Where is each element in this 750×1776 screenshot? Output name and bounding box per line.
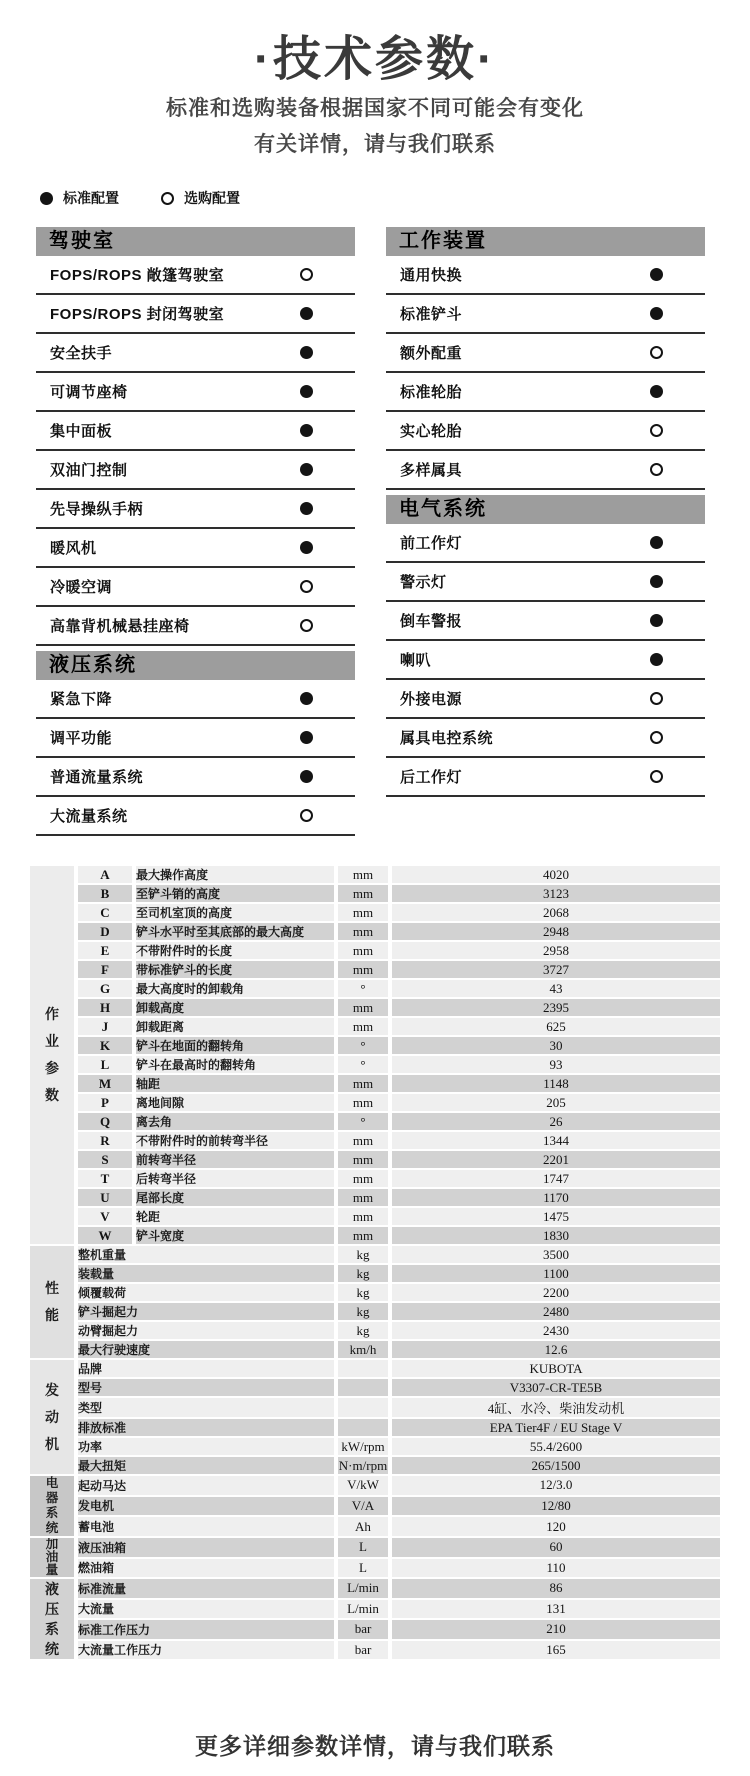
row-key: S (78, 1151, 136, 1170)
spec-row (30, 1600, 720, 1621)
optional-config-dot-icon (161, 192, 174, 205)
row-value: 43 (392, 980, 720, 999)
feature-label: 冷暖空调 (50, 579, 113, 596)
row-label: 最大扭矩 (78, 1457, 338, 1476)
group-label: 发 动 机 (30, 1360, 78, 1476)
feature-label: 后工作灯 (400, 769, 463, 786)
spec-row (30, 1265, 720, 1284)
feature-label: 外接电源 (400, 691, 463, 708)
row-value: 2958 (392, 942, 720, 961)
feature-row (386, 524, 705, 563)
row-label: 倾覆载荷 (78, 1284, 338, 1303)
row-label: 排放标准 (78, 1419, 338, 1438)
row-unit: Ah (338, 1517, 392, 1538)
feature-row (36, 295, 355, 334)
row-key: H (78, 999, 136, 1018)
spec-row (30, 1037, 720, 1056)
row-key: B (78, 885, 136, 904)
row-unit (338, 1419, 392, 1438)
row-unit: mm (338, 1170, 392, 1189)
feature-label: 暖风机 (50, 540, 97, 557)
row-label: 轮距 (136, 1208, 338, 1227)
feature-label: 标准轮胎 (400, 384, 463, 401)
row-unit: mm (338, 999, 392, 1018)
row-value: 210 (392, 1620, 720, 1641)
row-label: 大流量工作压力 (78, 1641, 338, 1662)
feature-section (386, 227, 705, 490)
feature-row (386, 256, 705, 295)
row-unit: mm (338, 961, 392, 980)
row-label: 后转弯半径 (136, 1170, 338, 1189)
row-label: 不带附件时的前转弯半径 (136, 1132, 338, 1151)
spec-row (30, 1227, 720, 1246)
row-unit: kg (338, 1246, 392, 1265)
row-label: 起动马达 (78, 1476, 338, 1497)
spec-row (30, 1284, 720, 1303)
feature-label: 多样属具 (400, 462, 463, 479)
standard-dot-icon (300, 770, 313, 783)
group-label: 加 油 量 (30, 1538, 78, 1579)
row-key: P (78, 1094, 136, 1113)
spec-row (30, 1189, 720, 1208)
row-key: L (78, 1056, 136, 1075)
feature-row (36, 490, 355, 529)
feature-label: 额外配重 (400, 345, 463, 362)
row-label: 装载量 (78, 1265, 338, 1284)
row-unit: kg (338, 1303, 392, 1322)
row-value: 2948 (392, 923, 720, 942)
row-unit: L (338, 1538, 392, 1559)
row-key: T (78, 1170, 136, 1189)
row-label: 轴距 (136, 1075, 338, 1094)
row-unit: ° (338, 980, 392, 999)
feature-label: 可调节座椅 (50, 384, 128, 401)
spec-row (30, 942, 720, 961)
row-unit: ° (338, 1037, 392, 1056)
feature-label: 标准铲斗 (400, 306, 463, 323)
row-label: 标准工作压力 (78, 1620, 338, 1641)
feature-row (386, 295, 705, 334)
row-label: 液压油箱 (78, 1538, 338, 1559)
feature-label: 大流量系统 (50, 808, 128, 825)
spec-row (30, 1018, 720, 1037)
row-value: 1475 (392, 1208, 720, 1227)
spec-row (30, 1208, 720, 1227)
row-value: 2200 (392, 1284, 720, 1303)
row-label: 离去角 (136, 1113, 338, 1132)
row-label: 铲斗在最高时的翻转角 (136, 1056, 338, 1075)
row-value: 120 (392, 1517, 720, 1538)
spec-row (30, 1303, 720, 1322)
row-value: 60 (392, 1538, 720, 1559)
row-key: K (78, 1037, 136, 1056)
row-value: 26 (392, 1113, 720, 1132)
optional-dot-icon (650, 770, 663, 783)
row-unit: mm (338, 904, 392, 923)
row-unit: L/min (338, 1579, 392, 1600)
feature-label: 警示灯 (400, 574, 447, 591)
group-label: 性 能 (30, 1246, 78, 1360)
row-key: G (78, 980, 136, 999)
feature-row (386, 373, 705, 412)
spec-row (30, 1360, 720, 1379)
feature-label: 前工作灯 (400, 535, 463, 552)
spec-row (30, 1170, 720, 1189)
page-title: ·技术参数· (254, 33, 496, 86)
standard-dot-icon (300, 463, 313, 476)
row-unit: mm (338, 1075, 392, 1094)
row-label: 卸载高度 (136, 999, 338, 1018)
spec-row (30, 1538, 720, 1559)
standard-dot-icon (650, 575, 663, 588)
standard-dot-icon (300, 731, 313, 744)
row-value: 55.4/2600 (392, 1438, 720, 1457)
row-unit: mm (338, 1094, 392, 1113)
spec-row (30, 1457, 720, 1476)
row-unit: kW/rpm (338, 1438, 392, 1457)
spec-row (30, 1341, 720, 1360)
feature-section (36, 651, 355, 836)
row-label: 卸载距离 (136, 1018, 338, 1037)
optional-dot-icon (300, 580, 313, 593)
row-value: 205 (392, 1094, 720, 1113)
feature-row (36, 680, 355, 719)
row-value: 12.6 (392, 1341, 720, 1360)
spec-row (30, 1094, 720, 1113)
row-value: 1830 (392, 1227, 720, 1246)
row-key: R (78, 1132, 136, 1151)
row-label: 带标准铲斗的长度 (136, 961, 338, 980)
row-unit: ° (338, 1056, 392, 1075)
spec-table (30, 866, 720, 1661)
row-label: 整机重量 (78, 1246, 338, 1265)
standard-dot-icon (300, 424, 313, 437)
row-label: 大流量 (78, 1600, 338, 1621)
row-key: V (78, 1208, 136, 1227)
footer-note: 更多详细参数详情，请与我们联系 (195, 1733, 555, 1759)
row-value: KUBOTA (392, 1360, 720, 1379)
row-label: 不带附件时的长度 (136, 942, 338, 961)
row-unit: V/A (338, 1497, 392, 1518)
row-value: 12/80 (392, 1497, 720, 1518)
row-label: 类型 (78, 1398, 338, 1419)
row-value: 3123 (392, 885, 720, 904)
row-unit: V/kW (338, 1476, 392, 1497)
spec-row (30, 1476, 720, 1497)
row-label: 尾部长度 (136, 1189, 338, 1208)
optional-dot-icon (650, 463, 663, 476)
row-label: 功率 (78, 1438, 338, 1457)
row-label: 铲斗在地面的翻转角 (136, 1037, 338, 1056)
row-unit: mm (338, 1208, 392, 1227)
spec-row (30, 1075, 720, 1094)
row-unit: mm (338, 1018, 392, 1037)
feature-row (36, 758, 355, 797)
row-value: 2201 (392, 1151, 720, 1170)
group-label: 电 器 系 统 (30, 1476, 78, 1538)
row-label: 离地间隙 (136, 1094, 338, 1113)
subtitle-line-2: 有关详情，请与我们联系 (254, 133, 496, 156)
standard-dot-icon (650, 536, 663, 549)
row-unit (338, 1379, 392, 1398)
feature-row (386, 641, 705, 680)
row-unit: mm (338, 923, 392, 942)
spec-row (30, 1379, 720, 1398)
spec-row (30, 999, 720, 1018)
row-value: EPA Tier4F / EU Stage V (392, 1419, 720, 1438)
row-value: 93 (392, 1056, 720, 1075)
spec-row (30, 1559, 720, 1580)
spec-row (30, 1641, 720, 1662)
row-value: 2480 (392, 1303, 720, 1322)
feature-row (36, 568, 355, 607)
section-header: 液压系统 (36, 651, 355, 680)
spec-row (30, 980, 720, 999)
row-value: 12/3.0 (392, 1476, 720, 1497)
row-key: M (78, 1075, 136, 1094)
group-label: 作 业 参 数 (30, 866, 78, 1246)
row-key: F (78, 961, 136, 980)
spec-row (30, 1113, 720, 1132)
row-unit: mm (338, 1227, 392, 1246)
feature-row (36, 529, 355, 568)
row-value: 1148 (392, 1075, 720, 1094)
feature-row (386, 602, 705, 641)
standard-dot-icon (650, 268, 663, 281)
row-value: 2395 (392, 999, 720, 1018)
row-value: 3500 (392, 1246, 720, 1265)
row-unit: mm (338, 1132, 392, 1151)
standard-config-dot-icon (40, 192, 53, 205)
row-label: 动臂掘起力 (78, 1322, 338, 1341)
feature-row (386, 451, 705, 490)
row-value: V3307-CR-TE5B (392, 1379, 720, 1398)
row-label: 铲斗水平时至其底部的最大高度 (136, 923, 338, 942)
feature-label: 高靠背机械悬挂座椅 (50, 618, 190, 635)
row-value: 1100 (392, 1265, 720, 1284)
spec-row (30, 961, 720, 980)
feature-label: 实心轮胎 (400, 423, 463, 440)
optional-dot-icon (300, 809, 313, 822)
feature-row (386, 758, 705, 797)
row-unit: kg (338, 1284, 392, 1303)
row-value: 110 (392, 1559, 720, 1580)
row-label: 铲斗掘起力 (78, 1303, 338, 1322)
spec-row (30, 1438, 720, 1457)
feature-section (386, 495, 705, 797)
legend-optional-label: 选购配置 (184, 190, 240, 206)
standard-dot-icon (650, 614, 663, 627)
standard-dot-icon (300, 307, 313, 320)
row-key: U (78, 1189, 136, 1208)
row-unit: kg (338, 1322, 392, 1341)
spec-row (30, 1620, 720, 1641)
row-label: 发电机 (78, 1497, 338, 1518)
standard-dot-icon (300, 346, 313, 359)
row-unit (338, 1360, 392, 1379)
row-unit: bar (338, 1641, 392, 1662)
feature-label: 先导操纵手柄 (50, 501, 144, 518)
row-key: C (78, 904, 136, 923)
spec-row (30, 1151, 720, 1170)
feature-row (36, 373, 355, 412)
row-label: 最大高度时的卸载角 (136, 980, 338, 999)
row-key: D (78, 923, 136, 942)
row-unit: mm (338, 1151, 392, 1170)
row-value: 86 (392, 1579, 720, 1600)
spec-row (30, 1132, 720, 1151)
row-value: 2430 (392, 1322, 720, 1341)
row-label: 标准流量 (78, 1579, 338, 1600)
row-value: 265/1500 (392, 1457, 720, 1476)
optional-dot-icon (650, 346, 663, 359)
feature-row (386, 563, 705, 602)
row-label: 型号 (78, 1379, 338, 1398)
standard-dot-icon (650, 307, 663, 320)
feature-label: 喇叭 (400, 652, 432, 669)
row-unit: mm (338, 885, 392, 904)
section-header: 工作装置 (386, 227, 705, 256)
section-header: 驾驶室 (36, 227, 355, 256)
row-value: 165 (392, 1641, 720, 1662)
optional-dot-icon (650, 692, 663, 705)
row-unit: mm (338, 866, 392, 885)
subtitle-line-1: 标准和选购装备根据国家不同可能会有变化 (166, 97, 584, 120)
row-value: 625 (392, 1018, 720, 1037)
standard-dot-icon (300, 692, 313, 705)
row-value: 3727 (392, 961, 720, 980)
feature-row (36, 607, 355, 646)
row-unit: mm (338, 1189, 392, 1208)
standard-dot-icon (300, 541, 313, 554)
row-label: 至铲斗销的高度 (136, 885, 338, 904)
spec-row (30, 1398, 720, 1419)
row-key: W (78, 1227, 136, 1246)
spec-row (30, 1056, 720, 1075)
feature-label: FOPS/ROPS 封闭驾驶室 (50, 306, 225, 323)
row-value: 4缸、水冷、柴油发动机 (392, 1398, 720, 1419)
row-unit (338, 1398, 392, 1419)
feature-row (36, 451, 355, 490)
row-unit: km/h (338, 1341, 392, 1360)
row-unit: mm (338, 942, 392, 961)
standard-dot-icon (650, 653, 663, 666)
spec-row (30, 904, 720, 923)
row-value: 131 (392, 1600, 720, 1621)
row-value: 1747 (392, 1170, 720, 1189)
feature-row (386, 680, 705, 719)
feature-row (386, 719, 705, 758)
row-value: 2068 (392, 904, 720, 923)
feature-row (36, 797, 355, 836)
optional-dot-icon (300, 268, 313, 281)
row-unit: N·m/rpm (338, 1457, 392, 1476)
row-key: A (78, 866, 136, 885)
section-header: 电气系统 (386, 495, 705, 524)
row-label: 蓄电池 (78, 1517, 338, 1538)
legend-standard-label: 标准配置 (63, 190, 119, 206)
row-unit: kg (338, 1265, 392, 1284)
feature-label: 集中面板 (50, 423, 113, 440)
row-unit: ° (338, 1113, 392, 1132)
feature-label: 普通流量系统 (50, 769, 144, 786)
spec-row (30, 1517, 720, 1538)
standard-dot-icon (300, 502, 313, 515)
row-unit: L (338, 1559, 392, 1580)
standard-dot-icon (650, 385, 663, 398)
row-label: 至司机室顶的高度 (136, 904, 338, 923)
row-label: 前转弯半径 (136, 1151, 338, 1170)
row-label: 最大操作高度 (136, 866, 338, 885)
row-value: 1170 (392, 1189, 720, 1208)
spec-row (30, 1322, 720, 1341)
feature-section (36, 227, 355, 646)
legend (40, 188, 240, 208)
feature-row (386, 334, 705, 373)
feature-row (36, 256, 355, 295)
feature-row (386, 412, 705, 451)
row-key: E (78, 942, 136, 961)
spec-table-body (30, 866, 720, 1661)
row-key: J (78, 1018, 136, 1037)
spec-row (30, 1246, 720, 1265)
group-label: 液 压 系 统 (30, 1579, 78, 1661)
feature-label: 倒车警报 (400, 613, 463, 630)
row-label: 燃油箱 (78, 1559, 338, 1580)
feature-row (36, 719, 355, 758)
feature-label: 双油门控制 (50, 462, 128, 479)
spec-row (30, 1497, 720, 1518)
row-value: 1344 (392, 1132, 720, 1151)
spec-row (30, 866, 720, 885)
spec-row (30, 1419, 720, 1438)
row-label: 最大行驶速度 (78, 1341, 338, 1360)
feature-row (36, 412, 355, 451)
row-unit: L/min (338, 1600, 392, 1621)
row-key: Q (78, 1113, 136, 1132)
features-column-left (36, 227, 355, 836)
optional-dot-icon (650, 731, 663, 744)
features-column-right (386, 227, 705, 797)
row-label: 品牌 (78, 1360, 338, 1379)
feature-row (36, 334, 355, 373)
row-unit: bar (338, 1620, 392, 1641)
row-value: 4020 (392, 866, 720, 885)
row-value: 30 (392, 1037, 720, 1056)
feature-label: 通用快换 (400, 267, 463, 284)
feature-label: 紧急下降 (50, 691, 113, 708)
feature-label: 安全扶手 (50, 345, 113, 362)
feature-label: FOPS/ROPS 敞篷驾驶室 (50, 267, 225, 284)
optional-dot-icon (650, 424, 663, 437)
spec-row (30, 1579, 720, 1600)
optional-dot-icon (300, 619, 313, 632)
standard-dot-icon (300, 385, 313, 398)
feature-label: 属具电控系统 (400, 730, 494, 747)
spec-row (30, 885, 720, 904)
feature-label: 调平功能 (50, 730, 113, 747)
row-label: 铲斗宽度 (136, 1227, 338, 1246)
spec-row (30, 923, 720, 942)
